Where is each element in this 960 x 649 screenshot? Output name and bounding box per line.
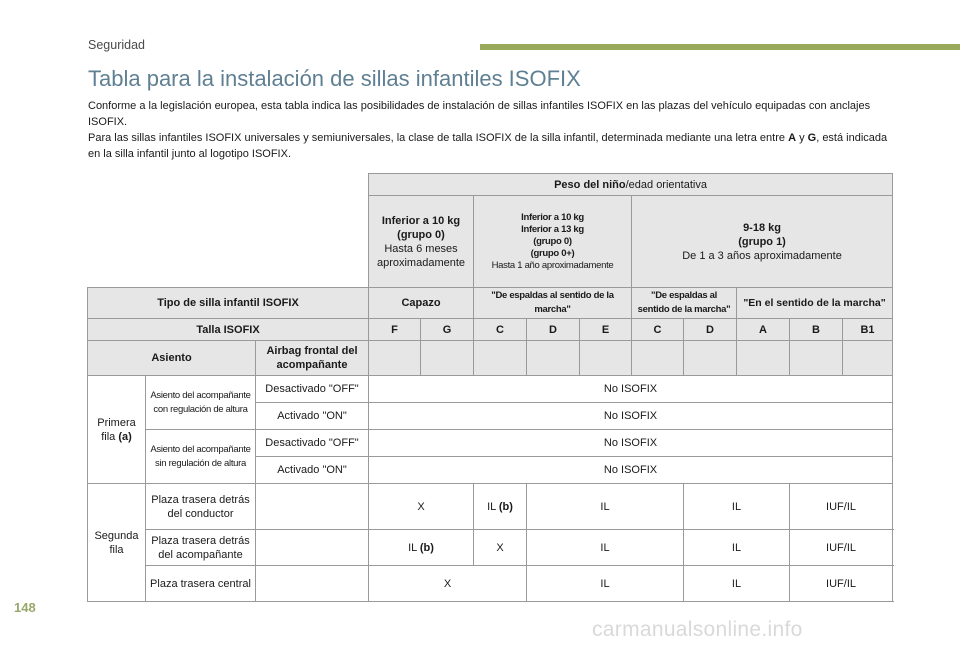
cell-x: X xyxy=(369,566,527,602)
peso-label-bold: Peso del niño xyxy=(554,178,626,191)
no-isofix: No ISOFIX xyxy=(369,376,893,403)
empty-cell xyxy=(580,341,632,376)
table-row xyxy=(88,430,893,457)
tipo-label: Tipo de silla infantil ISOFIX xyxy=(88,288,369,319)
primera-label-2 xyxy=(90,430,143,444)
group-0plus-header xyxy=(474,196,632,288)
group-0-age-2: aproximadamente xyxy=(376,256,466,269)
empty-cell xyxy=(474,341,527,376)
primera-fila-word: fila xyxy=(101,430,119,443)
group-0plus-weight-2: Inferior a 13 kg xyxy=(521,223,584,235)
cell-il: IL xyxy=(487,500,499,513)
airbag-on: Activado "ON" xyxy=(256,457,369,484)
empty-cell xyxy=(421,341,474,376)
group-row xyxy=(88,196,893,288)
cell-x: X xyxy=(369,484,474,530)
tipo-capazo: Capazo xyxy=(369,288,474,319)
seat-rear-driver: Plaza trasera detrás del conductor xyxy=(146,484,256,530)
peso-label-rest: /edad orientativa xyxy=(625,178,707,191)
section-bar xyxy=(480,44,960,50)
seat-rear-center: Plaza trasera central xyxy=(146,566,256,602)
table-row xyxy=(88,566,893,602)
talla-label: Talla ISOFIX xyxy=(88,319,369,341)
seat-without-height-adjust: Asiento del acompañante sin regulación de altura xyxy=(146,430,256,484)
table-row xyxy=(88,376,893,403)
group-0plus-name-1: (grupo 0) xyxy=(533,235,572,247)
empty-cell xyxy=(256,484,369,530)
group-0-age: Hasta 6 meses xyxy=(384,242,458,255)
peso-header xyxy=(369,174,893,196)
intro-p2-end: , está indicada en la silla infantil junto al logotipo ISOFIX. xyxy=(88,132,888,160)
primera-note-a: (a) xyxy=(118,430,132,443)
note-b: (b) xyxy=(498,500,513,513)
cell-iuf-il: IUF/IL xyxy=(790,566,893,602)
note-b: (b) xyxy=(419,541,434,554)
no-isofix: No ISOFIX xyxy=(369,430,893,457)
intro-letter-g: G xyxy=(807,132,817,144)
intro-letter-a: A xyxy=(788,132,797,144)
talla-b: B xyxy=(790,319,843,341)
cell-x: X xyxy=(474,530,527,566)
group-0-name: (grupo 0) xyxy=(397,228,445,241)
group-1-weight: 9-18 kg xyxy=(743,221,781,234)
airbag-label: Airbag frontal del acompañante xyxy=(256,341,369,376)
talla-e: E xyxy=(580,319,632,341)
empty-cell xyxy=(256,530,369,566)
talla-d-2: D xyxy=(684,319,737,341)
table-row xyxy=(88,484,893,530)
airbag-on: Activado "ON" xyxy=(256,403,369,430)
empty-cell xyxy=(843,341,893,376)
group-1-header xyxy=(632,196,893,288)
section-label: Seguridad xyxy=(88,38,145,52)
cell-iuf-il: IUF/IL xyxy=(790,484,893,530)
primera-label-1: Primera xyxy=(97,416,136,429)
watermark: carmanualsonline.info xyxy=(592,618,803,641)
intro-p2-and: y xyxy=(796,132,808,144)
empty-cell xyxy=(790,341,843,376)
intro-paragraph-1: Conforme a la legislación europea, esta tabla indica las posibilidades de instalación de sillas infantiles ISOFIX en las plazas del vehículo equipadas con anclajes ISOFIX. xyxy=(88,100,871,128)
tipo-forward-facing: "En el sentido de la marcha" xyxy=(737,288,893,319)
tipo-rear-facing-1: "De espaldas al sentido de la marcha" xyxy=(474,288,632,319)
asiento-label: Asiento xyxy=(88,341,256,376)
group-0plus-name-2: (grupo 0+) xyxy=(530,247,575,259)
isofix-table xyxy=(87,173,893,602)
empty-cell xyxy=(369,341,421,376)
empty-cell xyxy=(737,341,790,376)
talla-b1: B1 xyxy=(843,319,893,341)
talla-d: D xyxy=(527,319,580,341)
group-0plus-age: Hasta 1 año aproximadamente xyxy=(491,259,614,271)
cell-il: IL xyxy=(684,484,790,530)
talla-row xyxy=(88,319,893,341)
intro-p2-text: Para las sillas infantiles ISOFIX universales y semiuniversales, la clase de talla ISOFIX de la silla infantil, determinada mediante una letra entre xyxy=(88,132,789,144)
seat-with-height-adjust: Asiento del acompañante con regulación de altura xyxy=(146,376,256,430)
airbag-off: Desactivado "OFF" xyxy=(256,430,369,457)
talla-f: F xyxy=(369,319,421,341)
empty-cell xyxy=(684,341,737,376)
cell-il-b xyxy=(369,530,474,566)
blank-cell xyxy=(88,196,369,288)
talla-g: G xyxy=(421,319,474,341)
intro-paragraph-2 xyxy=(88,130,888,162)
blank-cell xyxy=(88,174,369,196)
empty-cell xyxy=(256,566,369,602)
table-row xyxy=(88,530,893,566)
seat-rear-passenger: Plaza trasera detrás del acompañante xyxy=(146,530,256,566)
group-1-age: De 1 a 3 años aproximadamente xyxy=(682,249,842,262)
group-0-header xyxy=(369,196,474,288)
peso-row xyxy=(88,174,893,196)
group-0plus-weight-1: Inferior a 10 kg xyxy=(521,211,584,223)
group-0-weight: Inferior a 10 kg xyxy=(381,214,461,227)
tipo-row xyxy=(88,288,893,319)
intro-text xyxy=(88,98,888,162)
cell-il: IL xyxy=(527,484,684,530)
empty-cell xyxy=(527,341,580,376)
airbag-off: Desactivado "OFF" xyxy=(256,376,369,403)
no-isofix: No ISOFIX xyxy=(369,403,893,430)
empty-cell xyxy=(632,341,684,376)
talla-c-2: C xyxy=(632,319,684,341)
page-number: 148 xyxy=(14,600,36,615)
cell-il: IL xyxy=(408,541,420,554)
cell-il: IL xyxy=(527,566,684,602)
group-1-name: (grupo 1) xyxy=(738,235,786,248)
primera-fila-label xyxy=(88,376,146,484)
cell-iuf-il: IUF/IL xyxy=(790,530,893,566)
asiento-row xyxy=(88,341,893,376)
cell-il-b xyxy=(474,484,527,530)
cell-il: IL xyxy=(684,566,790,602)
talla-c: C xyxy=(474,319,527,341)
no-isofix: No ISOFIX xyxy=(369,457,893,484)
tipo-rear-facing-2: "De espaldas al sentido de la marcha" xyxy=(632,288,737,319)
talla-a: A xyxy=(737,319,790,341)
cell-il: IL xyxy=(527,530,684,566)
page-title: Tabla para la instalación de sillas infantiles ISOFIX xyxy=(88,66,581,91)
segunda-fila-label: Segunda fila xyxy=(88,484,146,602)
cell-il: IL xyxy=(684,530,790,566)
